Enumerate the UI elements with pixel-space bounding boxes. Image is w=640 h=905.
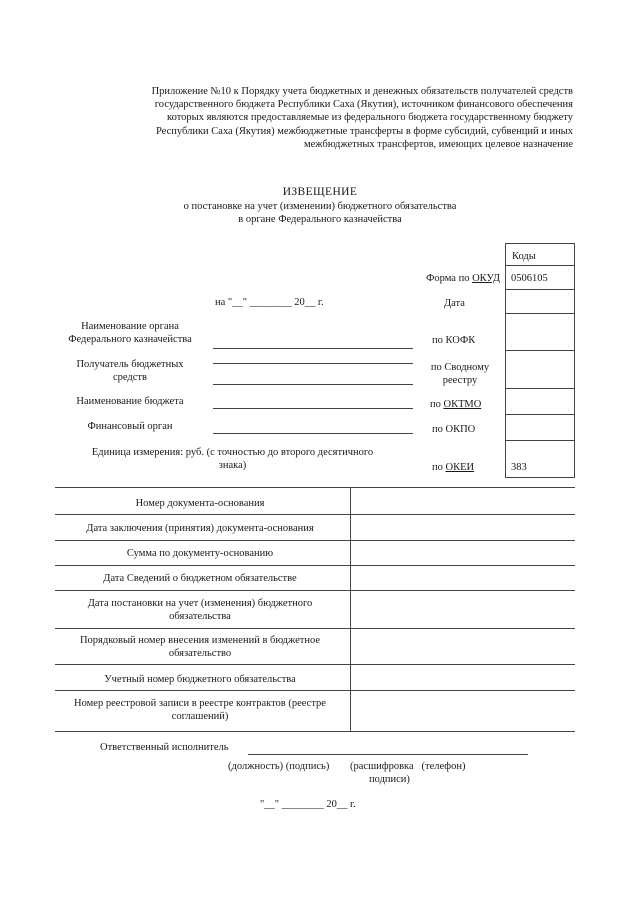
- okud-value: 0506105: [511, 273, 548, 284]
- table-row-text: обязательство: [168, 648, 232, 659]
- responsible-label: Ответственный исполнитель: [100, 742, 229, 753]
- svod-line: по Сводному: [430, 362, 490, 373]
- table-row-text: обязательства: [169, 611, 231, 622]
- table-column-divider: [350, 487, 351, 732]
- svod-label: [420, 361, 500, 387]
- annex-header: [60, 85, 573, 151]
- okud-label: [380, 272, 500, 285]
- table-row-border: [55, 565, 575, 566]
- okei-code: ОКЕИ: [445, 462, 475, 473]
- table-row-text: Номер реестровой записи в реестре контрактов (реестре: [74, 698, 326, 709]
- okei-value: 383: [511, 462, 527, 473]
- footer-captions-right: (расшифровка (телефон): [350, 761, 466, 772]
- responsible-fill-line: [248, 754, 528, 755]
- oktmo-code: ОКТМО: [443, 399, 482, 410]
- fin-organ-fill-line: [213, 433, 413, 434]
- date-line: на "__" ________ 20__ г.: [215, 297, 324, 308]
- table-row-text: Учетный номер бюджетного обязательства: [104, 674, 296, 685]
- table-row-label: [55, 522, 345, 535]
- annex-line: которых являются предоставляемые из федерального бюджета государственному бюджету: [167, 112, 573, 124]
- recipient-fill-line: [213, 363, 413, 364]
- table-row-border: [55, 628, 575, 629]
- table-row-border: [55, 540, 575, 541]
- codes-divider: [505, 440, 574, 441]
- subtitle-line: о постановке на учет (изменении) бюджетного обязательства: [183, 201, 457, 212]
- date-label: Дата: [444, 298, 465, 309]
- table-row-border: [55, 590, 575, 591]
- oktmo-label: [430, 398, 481, 411]
- annex-line: Приложение №10 к Порядку учета бюджетных и денежных обязательств получателей средств: [151, 86, 573, 97]
- oktmo-prefix: по: [430, 399, 441, 410]
- table-bottom-border: [55, 731, 575, 732]
- table-row-label: [55, 497, 345, 510]
- codes-divider: [505, 414, 574, 415]
- okpo-label: по ОКПО: [432, 424, 476, 435]
- table-row-text: Дата заключения (принятия) документа-основания: [86, 523, 314, 534]
- okud-code: ОКУД: [472, 273, 500, 284]
- recipient-line: средств: [113, 372, 147, 383]
- footer-captions-left: (должность) (подпись): [228, 761, 330, 772]
- okud-prefix: Форма по: [426, 273, 470, 284]
- budget-fill-line: [213, 408, 413, 409]
- table-row-label: [55, 634, 345, 660]
- table-row-label: [55, 572, 345, 585]
- document-subtitle: [0, 200, 640, 226]
- codes-divider: [505, 289, 574, 290]
- unit-line: Единица измерения: руб. (с точностью до второго десятичного: [91, 447, 374, 458]
- recipient-fill-line: [213, 384, 413, 385]
- unit-line: знака): [218, 460, 247, 471]
- recipient-label: [55, 358, 205, 384]
- table-row-label: [55, 597, 345, 623]
- table-row-text: Дата постановки на учет (изменения) бюджетного: [87, 598, 313, 609]
- fin-organ-label: Финансовый орган: [87, 421, 173, 432]
- codes-header: Коды: [512, 251, 536, 262]
- codes-divider: [505, 265, 574, 266]
- okei-prefix: по: [432, 462, 443, 473]
- footer-date-line: "__" ________ 20__ г.: [260, 799, 356, 810]
- codes-divider: [505, 313, 574, 314]
- codes-divider: [505, 350, 574, 351]
- svod-line: реестру: [442, 375, 478, 386]
- table-top-border: [55, 487, 575, 488]
- table-row-text: Порядковый номер внесения изменений в бюджетное: [79, 635, 321, 646]
- table-row-label: [55, 673, 345, 686]
- codes-divider: [505, 388, 574, 389]
- okei-label: [432, 461, 474, 474]
- recipient-line: Получатель бюджетных: [76, 359, 184, 370]
- subtitle-line: в органе Федерального казначейства: [238, 214, 402, 225]
- table-row-text: Сумма по документу-основанию: [126, 548, 274, 559]
- table-row-text: соглашений): [171, 711, 229, 722]
- kofk-label: по КОФК: [432, 335, 476, 346]
- table-row-border: [55, 514, 575, 515]
- table-row-text: Дата Сведений о бюджетном обязательстве: [103, 573, 297, 584]
- annex-line: межбюджетных трансфертов, имеющих целевое назначение: [303, 138, 573, 150]
- organ-line: Наименование органа: [81, 321, 179, 332]
- table-row-border: [55, 664, 575, 665]
- table-row-text: Номер документа-основания: [135, 498, 265, 509]
- unit-label: [60, 446, 405, 472]
- table-row-label: [55, 697, 345, 723]
- organ-fill-line: [213, 348, 413, 349]
- organ-label: [55, 320, 205, 346]
- footer-captions-right2: подписи): [369, 774, 410, 785]
- table-row-border: [55, 690, 575, 691]
- annex-line: Республики Саха (Якутия) межбюджетные трансферты в форме субсидий, субвенций и иных: [155, 125, 573, 137]
- table-row-label: [55, 547, 345, 560]
- budget-label: Наименование бюджета: [76, 396, 184, 407]
- document-title: ИЗВЕЩЕНИЕ: [282, 186, 358, 198]
- organ-line: Федерального казначейства: [68, 334, 192, 345]
- annex-line: государственного бюджета Республики Саха (Якутия), источником финансового обеспечения: [154, 99, 573, 111]
